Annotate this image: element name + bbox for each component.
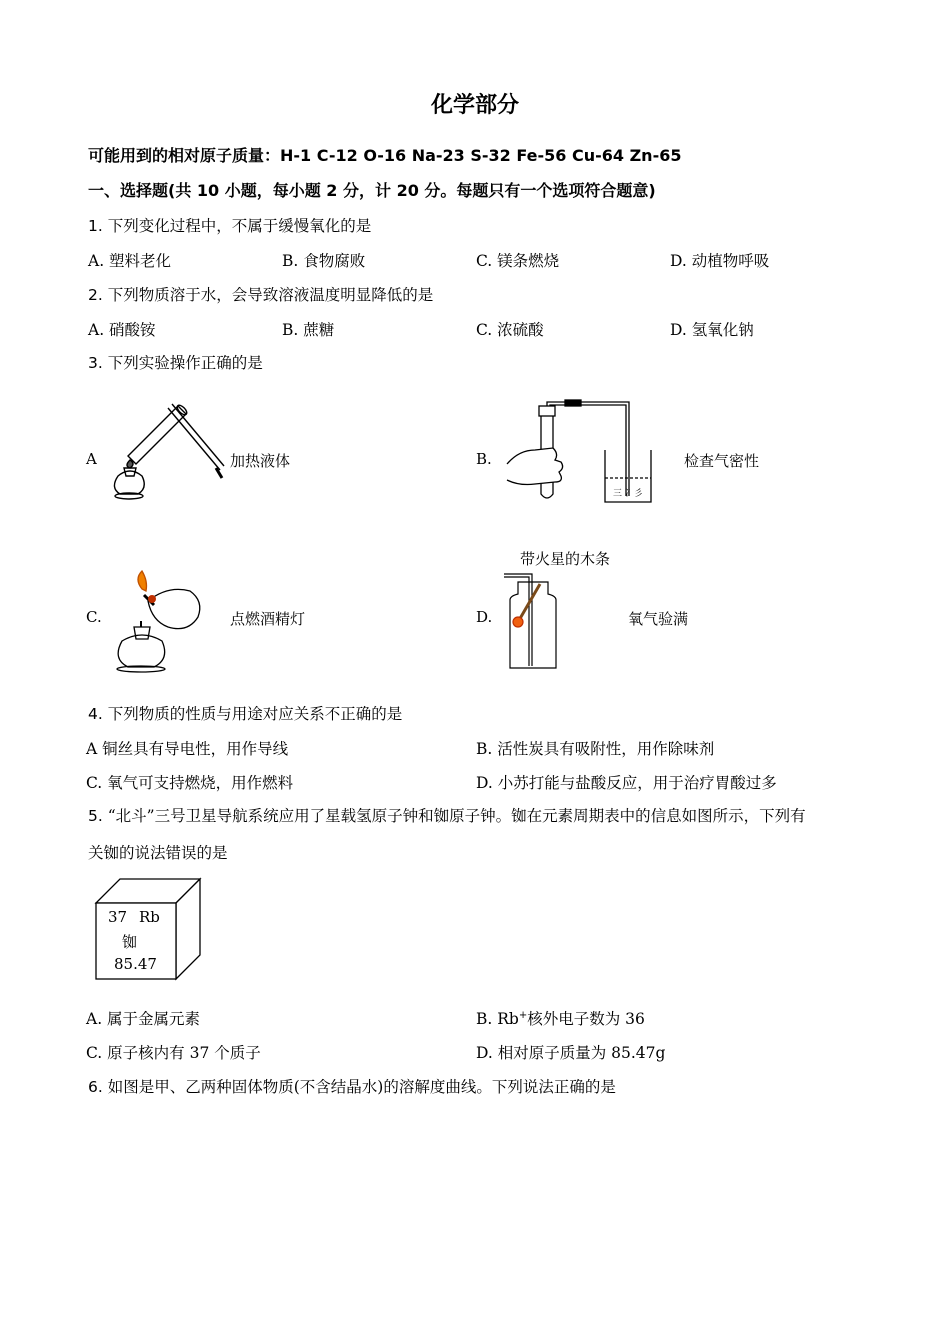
lighting-lamp-figure (108, 567, 208, 673)
question-6 (88, 1075, 616, 1097)
option-5d[interactable]: D. 相对原子质量为 85.47g (476, 1044, 666, 1062)
option-1c[interactable]: C. 镁条燃烧 (476, 252, 560, 270)
option-2c[interactable]: C. 浓硫酸 (476, 321, 544, 339)
image-b-caption: 检查气密性 (684, 452, 760, 470)
airtightness-figure (505, 398, 655, 506)
option-1a[interactable]: A. 塑料老化 (88, 252, 172, 270)
option-5b-prefix: B. Rb (476, 1010, 519, 1028)
option-5c[interactable]: C. 原子核内有 37 个质子 (86, 1044, 261, 1062)
image-b-letter: B. (476, 450, 492, 468)
option-1b[interactable]: B. 食物腐败 (282, 252, 366, 270)
option-5a[interactable]: A. 属于金属元素 (86, 1010, 201, 1028)
option-5b-rest: 核外电子数为 36 (527, 1010, 645, 1028)
question-stem: 下列实验操作正确的是 (107, 354, 263, 372)
question-number: 4. (88, 705, 103, 723)
question-4 (88, 702, 402, 724)
option-4d[interactable]: D. 小苏打能与盐酸反应，用于治疗胃酸过多 (476, 774, 777, 792)
svg-text:三 冫彡: 三 冫彡 (613, 489, 643, 499)
question-number: 5. (88, 807, 103, 825)
option-2a[interactable]: A. 硝酸铵 (88, 321, 156, 339)
question-2 (88, 283, 433, 305)
option-2b[interactable]: B. 蔗糖 (282, 321, 335, 339)
question-stem: 下列物质溶于水，会导致溶液温度明显降低的是 (107, 286, 434, 304)
page-title: 化学部分 (430, 93, 519, 118)
question-number: 6. (88, 1078, 103, 1096)
heating-liquid-figure (108, 398, 228, 506)
question-number: 3. (88, 354, 103, 372)
element-name: 铷 (122, 933, 138, 951)
figure-label-glowing-splint: 带火星的木条 (520, 550, 611, 568)
element-mass: 85.47 (114, 955, 157, 973)
image-c-caption: 点燃酒精灯 (230, 610, 306, 628)
section-title: 一、选择题(共 10 小题，每小题 2 分，计 20 分。每题只有一个选项符合题意) (88, 181, 656, 200)
question-stem: 如图是甲、乙两种固体物质(不含结晶水)的溶解度曲线。下列说法正确的是 (107, 1078, 616, 1096)
question-number: 2. (88, 286, 103, 304)
option-4c[interactable]: C. 氧气可支持燃烧，用作燃料 (86, 774, 294, 792)
image-d-caption: 氧气验满 (628, 610, 689, 628)
question-3 (88, 351, 263, 373)
question-1 (88, 214, 371, 236)
option-5b-charge: + (518, 1009, 528, 1021)
image-a-letter: A (86, 450, 97, 468)
element-number: 37 (108, 908, 128, 926)
atomic-masses: 可能用到的相对原子质量：H-1 C-12 O-16 Na-23 S-32 Fe-56 Cu-64 Zn-65 (88, 146, 682, 165)
question-5 (88, 804, 806, 826)
oxygen-test-figure (502, 570, 572, 672)
option-4a[interactable]: A 铜丝具有导电性，用作导线 (86, 740, 289, 758)
option-1d[interactable]: D. 动植物呼吸 (670, 252, 770, 270)
image-a-caption: 加热液体 (230, 452, 291, 470)
question-stem-line1: “北斗”三号卫星导航系统应用了星载氢原子钟和铷原子钟。铷在元素周期表中的信息如图所示，下列有 (107, 807, 806, 825)
image-c-letter: C. (86, 608, 102, 626)
element-symbol: Rb (139, 908, 160, 926)
option-4b[interactable]: B. 活性炭具有吸附性，用作除味剂 (476, 740, 715, 758)
question-stem: 下列物质的性质与用途对应关系不正确的是 (107, 705, 403, 723)
option-2d[interactable]: D. 氢氧化钠 (670, 321, 754, 339)
image-d-letter: D. (476, 608, 493, 626)
question-number: 1. (88, 217, 103, 235)
question-stem-line2: 关铷的说法错误的是 (88, 844, 228, 862)
option-5b[interactable] (476, 1007, 645, 1029)
question-stem: 下列变化过程中，不属于缓慢氧化的是 (107, 217, 372, 235)
